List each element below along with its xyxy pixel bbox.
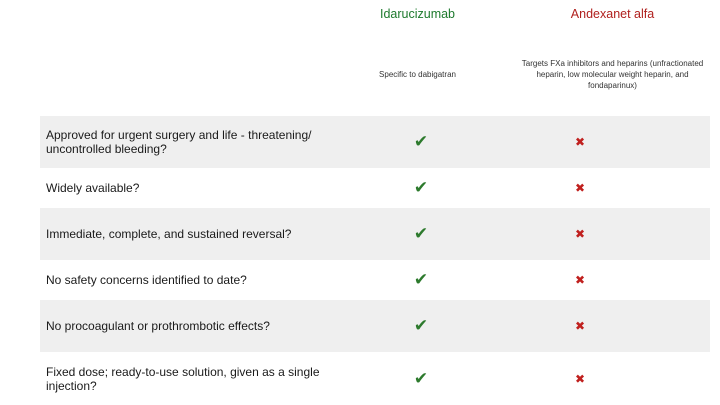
cross-icon: ✖ [574, 135, 586, 149]
table-row [40, 352, 710, 405]
check-icon: ✔ [413, 270, 429, 289]
cross-icon: ✖ [574, 371, 586, 386]
cross-icon: ✖ [574, 319, 586, 333]
check-icon: ✔ [413, 224, 429, 243]
andexanet-description: Targets FXa inhibitors and heparins (unfractionated heparin, low molecular weight heparin, and fondaparinux) [521, 59, 704, 90]
row-label: No procoagulant or prothrombotic effects? [46, 319, 270, 333]
row-label: Fixed dose; ready-to-use solution, given as a single injection? [46, 364, 320, 393]
table-row [40, 168, 710, 208]
column-header-andexanet: Andexanet alfa [570, 7, 655, 21]
row-label: No safety concerns identified to date? [46, 273, 247, 287]
cross-icon: ✖ [574, 273, 586, 287]
check-icon: ✔ [413, 368, 429, 388]
table-row [40, 208, 710, 260]
idarucizumab-description: Specific to dabigatran [379, 70, 456, 79]
check-icon: ✔ [413, 132, 429, 151]
row-label: Immediate, complete, and sustained reversal? [46, 227, 292, 241]
check-icon: ✔ [413, 178, 429, 197]
row-label: Approved for urgent surgery and life - threatening/ uncontrolled bleeding? [46, 128, 312, 156]
table-row [40, 260, 710, 300]
row-label: Widely available? [46, 181, 140, 195]
cross-icon: ✖ [574, 181, 586, 195]
cross-icon: ✖ [574, 227, 586, 241]
table-row [40, 300, 710, 352]
check-icon: ✔ [413, 316, 429, 335]
column-header-idarucizumab: Idarucizumab [379, 7, 456, 21]
table-row [40, 116, 710, 168]
